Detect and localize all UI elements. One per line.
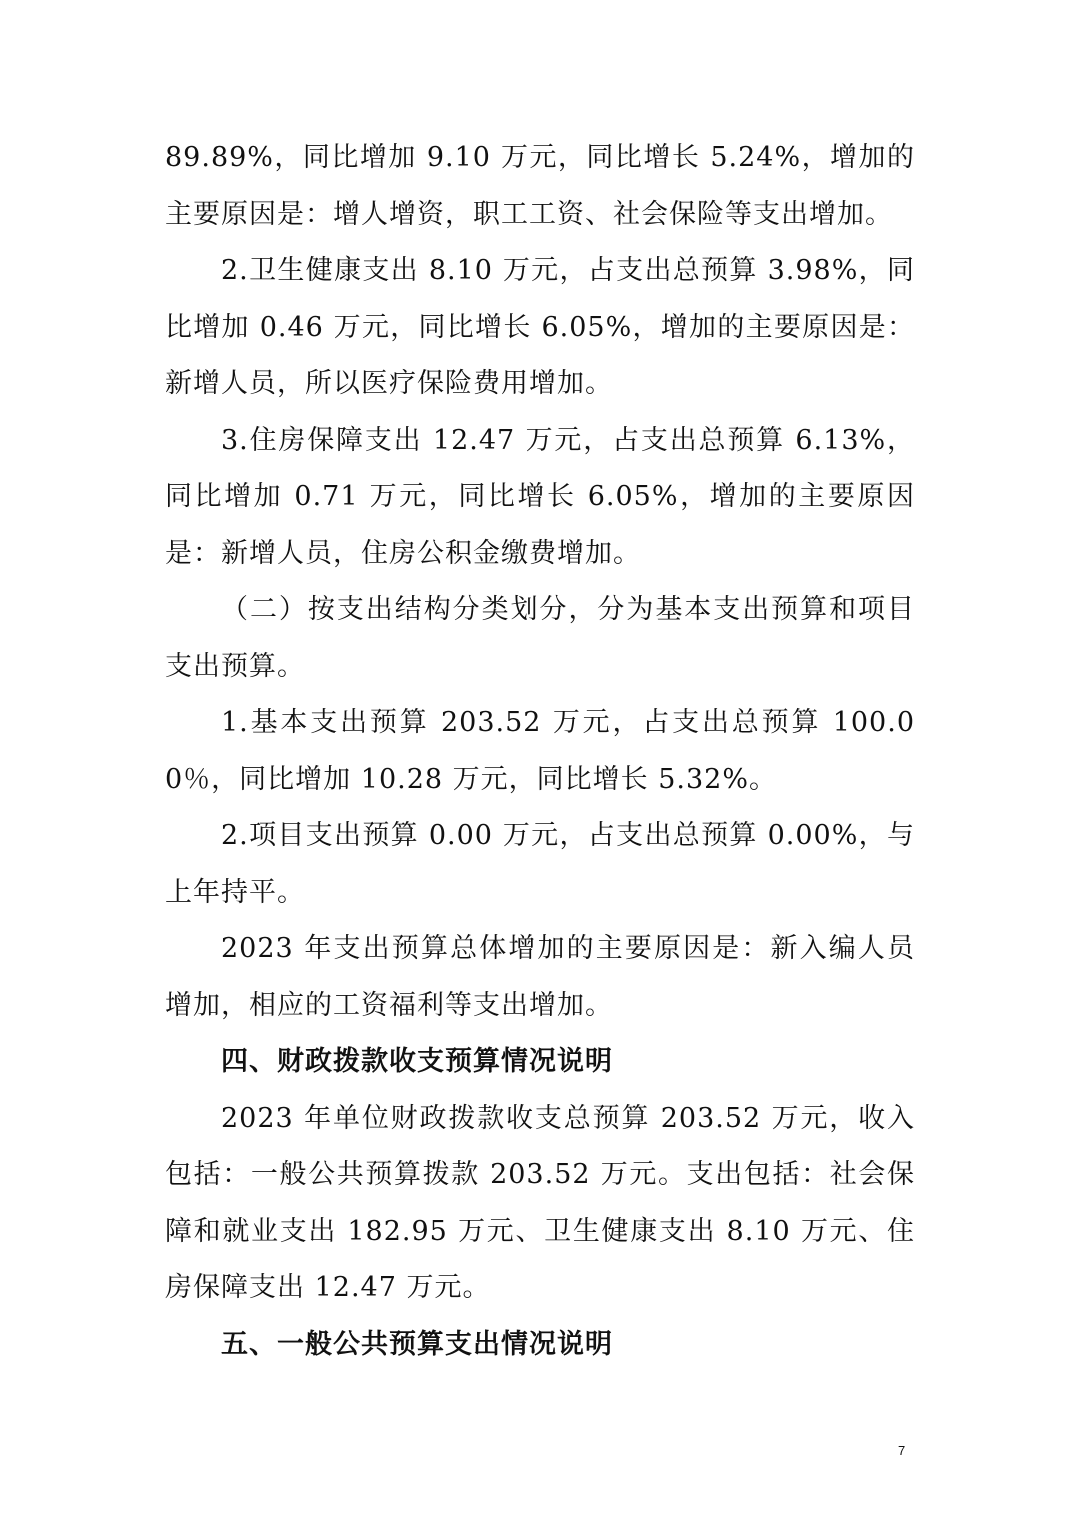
paragraph-fiscal-appropriation: 2023 年单位财政拨款收支总预算 203.52 万元，收入包括：一般公共预算拨款 203.52 万元。支出包括：社会保障和就业支出 182.95 万元、卫生健康支出 8.10 万元、住房保障支出 12.47 万元。 [165,1102,915,1303]
paragraph-social-security-continued: 89.89%，同比增加 9.10 万元，同比增长 5.24%，增加的主要原因是：增人增资，职工工资、社会保险等支出增加。 [165,142,915,230]
section-heading-fiscal-appropriation: 四、财政拨款收支预算情况说明 [221,1046,613,1077]
paragraph-basic-expenditure: 1.基本支出预算 203.52 万元，占支出总预算 100.00％，同比增加 10.28 万元，同比增长 5.32%。 [165,707,915,795]
page-number: 7 [898,1443,906,1458]
paragraph-increase-reason: 2023 年支出预算总体增加的主要原因是：新入编人员增加，相应的工资福利等支出增加。 [165,933,915,1021]
paragraph-project-expenditure: 2.项目支出预算 0.00 万元，占支出总预算 0.00%，与上年持平。 [165,820,915,908]
paragraph-expenditure-structure: （二）按支出结构分类划分，分为基本支出预算和项目支出预算。 [165,594,915,682]
paragraph-health-expenditure: 2.卫生健康支出 8.10 万元，占支出总预算 3.98%，同比增加 0.46 万元，同比增长 6.05%，增加的主要原因是：新增人员，所以医疗保险费用增加。 [165,255,915,399]
section-heading-general-public-budget: 五、一般公共预算支出情况说明 [221,1328,613,1360]
paragraph-housing-expenditure: 3.住房保障支出 12.47 万元，占支出总预算 6.13%，同比增加 0.71 万元，同比增长 6.05%，增加的主要原因是：新增人员，住房公积金缴费增加。 [165,424,915,569]
document-body [165,130,915,1373]
